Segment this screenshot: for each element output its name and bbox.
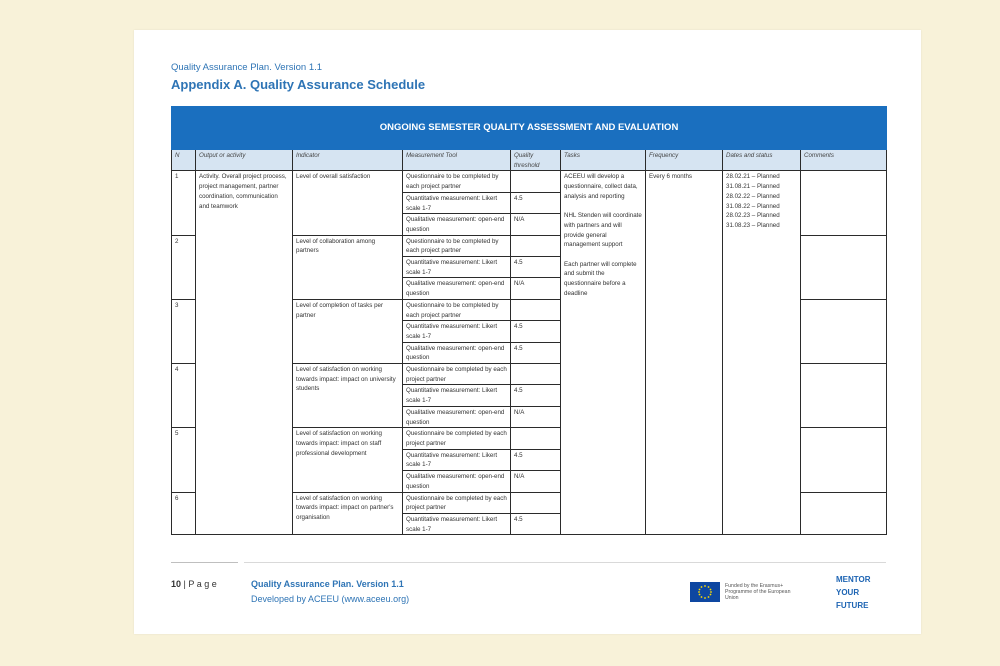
measurement-tool-cell: Quantitative measurement: Likert scale 1-7 (403, 385, 511, 406)
quality-threshold-cell: 4.5 (511, 513, 561, 534)
footer-credit: Developed by ACEEU (www.aceeu.org) (251, 594, 410, 604)
col-header-dates: Dates and status (723, 150, 801, 171)
indicator-cell: Level of collaboration among partners (293, 235, 403, 299)
quality-threshold-cell (511, 235, 561, 256)
eu-funding-text: Funded by the Erasmus+ Programme of the European Union (725, 583, 791, 601)
quality-schedule-table (171, 106, 887, 535)
quality-threshold-cell: 4.5 (511, 342, 561, 363)
quality-threshold-cell: 4.5 (511, 192, 561, 213)
frequency-cell: Every 6 months (646, 171, 723, 535)
table-row (172, 171, 887, 192)
quality-threshold-cell: N/A (511, 278, 561, 299)
col-header-n: N (172, 150, 196, 171)
table-banner: ONGOING SEMESTER QUALITY ASSESSMENT AND EVALUATION (172, 107, 887, 150)
quality-threshold-cell (511, 428, 561, 449)
indicator-cell: Level of satisfaction on working towards impact: impact on university students (293, 364, 403, 428)
quality-threshold-cell (511, 299, 561, 320)
measurement-tool-cell: Quantitative measurement: Likert scale 1-7 (403, 321, 511, 342)
measurement-tool-cell: Quantitative measurement: Likert scale 1-7 (403, 192, 511, 213)
footer-divider-long (244, 562, 886, 563)
column-header-row (172, 150, 887, 171)
quality-threshold-cell: 4.5 (511, 257, 561, 278)
measurement-tool-cell: Quantitative measurement: Likert scale 1-7 (403, 449, 511, 470)
row-number: 6 (172, 492, 196, 535)
measurement-tool-cell: Questionnaire to be completed by each project partner (403, 299, 511, 320)
indicator-cell: Level of completion of tasks per partner (293, 299, 403, 363)
dates-status-cell: 28.02.21 – Planned 31.08.21 – Planned 28.02.22 – Planned 31.08.22 – Planned 28.02.23 – Planned 31.08.23 – Planned (723, 171, 801, 535)
row-number: 4 (172, 364, 196, 428)
document-subtitle: Quality Assurance Plan. Version 1.1 (171, 62, 323, 73)
quality-threshold-cell: N/A (511, 471, 561, 492)
tasks-cell: ACEEU will develop a questionnaire, collect data, analysis and reporting NHL Stenden will coordinate with partners and will provide general management support Each partner will complete and submit the questionnaire before a deadline (561, 171, 646, 535)
quality-threshold-cell (511, 364, 561, 385)
page-number: 10 | P a g e (171, 579, 217, 589)
col-header-tasks: Tasks (561, 150, 646, 171)
footer-title: Quality Assurance Plan. Version 1.1 (251, 579, 404, 589)
comments-cell (801, 428, 887, 492)
measurement-tool-cell: Questionnaire to be completed by each project partner (403, 235, 511, 256)
quality-threshold-cell (511, 171, 561, 192)
indicator-cell: Level of satisfaction on working towards impact: impact on partner's organisation (293, 492, 403, 535)
row-number: 3 (172, 299, 196, 363)
comments-cell (801, 171, 887, 235)
quality-threshold-cell: 4.5 (511, 449, 561, 470)
measurement-tool-cell: Qualitative measurement: open-end question (403, 342, 511, 363)
col-header-indicator: Indicator (293, 150, 403, 171)
quality-threshold-cell: 4.5 (511, 385, 561, 406)
comments-cell (801, 299, 887, 363)
row-number: 1 (172, 171, 196, 235)
mentor-your-future-logo: MENTOR YOUR FUTURE (836, 575, 871, 610)
quality-threshold-cell: N/A (511, 214, 561, 235)
eu-flag-icon (690, 582, 720, 602)
measurement-tool-cell: Questionnaire be completed by each project partner (403, 492, 511, 513)
measurement-tool-cell: Questionnaire be completed by each project partner (403, 364, 511, 385)
measurement-tool-cell: Quantitative measurement: Likert scale 1-7 (403, 513, 511, 534)
col-header-frequency: Frequency (646, 150, 723, 171)
measurement-tool-cell: Qualitative measurement: open-end question (403, 471, 511, 492)
measurement-tool-cell: Questionnaire to be completed by each project partner (403, 171, 511, 192)
comments-cell (801, 364, 887, 428)
col-header-threshold: Quality threshold (511, 150, 561, 171)
quality-threshold-cell: 4.5 (511, 321, 561, 342)
indicator-cell: Level of overall satisfaction (293, 171, 403, 235)
document-page (134, 30, 921, 634)
col-header-tool: Measurement Tool (403, 150, 511, 171)
comments-cell (801, 235, 887, 299)
indicator-cell: Level of satisfaction on working towards impact: impact on staff professional development (293, 428, 403, 492)
measurement-tool-cell: Qualitative measurement: open-end question (403, 214, 511, 235)
col-header-output: Output or activity (196, 150, 293, 171)
measurement-tool-cell: Quantitative measurement: Likert scale 1-7 (403, 257, 511, 278)
col-header-comments: Comments (801, 150, 887, 171)
measurement-tool-cell: Questionnaire be completed by each project partner (403, 428, 511, 449)
row-number: 5 (172, 428, 196, 492)
measurement-tool-cell: Qualitative measurement: open-end question (403, 406, 511, 427)
quality-threshold-cell (511, 492, 561, 513)
comments-cell (801, 492, 887, 535)
output-activity-cell: Activity. Overall project process, project management, partner coordination, communication and teamwork (196, 171, 293, 535)
quality-threshold-cell: N/A (511, 406, 561, 427)
row-number: 2 (172, 235, 196, 299)
footer-divider (171, 562, 238, 563)
measurement-tool-cell: Qualitative measurement: open-end question (403, 278, 511, 299)
page-title: Appendix A. Quality Assurance Schedule (171, 77, 426, 92)
